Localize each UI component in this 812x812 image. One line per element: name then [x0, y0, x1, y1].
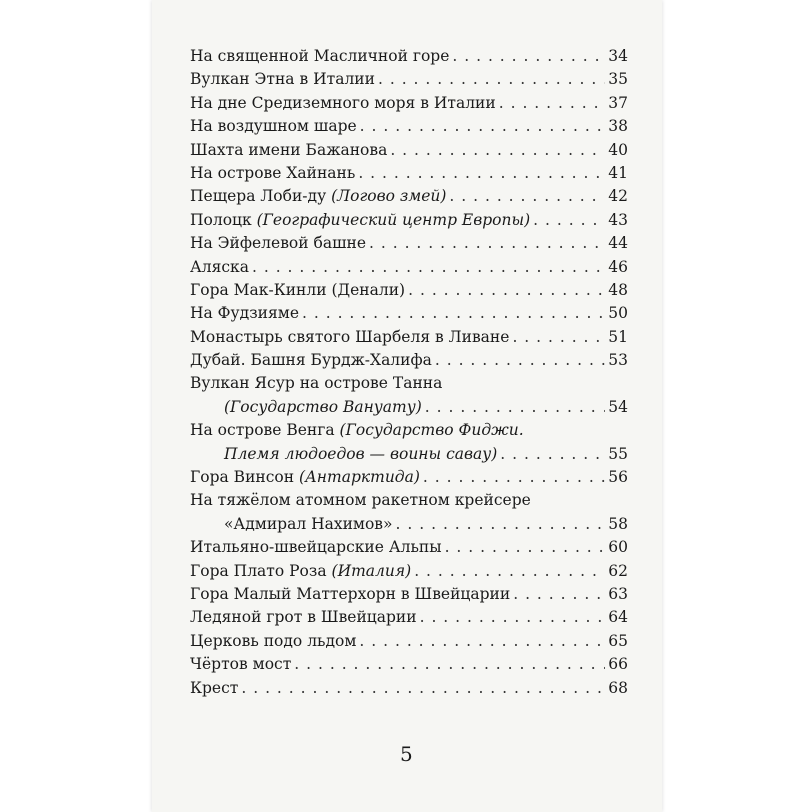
dot-leader	[449, 185, 605, 208]
toc-entry	[190, 115, 628, 138]
toc-line	[190, 115, 628, 138]
toc-entry-title	[224, 443, 497, 466]
toc-title-text: Полоцк	[190, 210, 257, 229]
toc-entry-title	[190, 630, 356, 653]
dot-leader	[452, 45, 605, 68]
toc-line	[190, 209, 628, 232]
toc-line	[190, 630, 628, 653]
toc-entry-title	[190, 139, 387, 162]
toc-entry	[190, 536, 628, 559]
toc-title-text: Гора Плато Роза	[190, 561, 332, 580]
toc-entry-title	[190, 372, 442, 395]
toc-line	[190, 162, 628, 185]
toc-entry-title	[190, 92, 496, 115]
dot-leader	[358, 162, 605, 185]
toc-entry-title	[190, 185, 446, 208]
toc-entry-title	[190, 560, 411, 583]
toc-title-text: На дне Средиземного моря в Италии	[190, 93, 496, 112]
toc-entry	[190, 232, 628, 255]
toc-page-number: 65	[608, 631, 628, 650]
toc-title-italic: (Государство Фиджи.	[339, 421, 524, 440]
dot-leader	[420, 606, 605, 629]
toc-page-number: 38	[608, 117, 628, 136]
toc-entry-title	[190, 349, 432, 372]
toc-page-number: 40	[608, 140, 628, 159]
dot-leader	[390, 139, 605, 162]
dot-leader	[378, 68, 605, 91]
toc-title-italic: (Географический центр Европы)	[256, 210, 531, 229]
toc-title-text: Вулкан Ясур на острове Танна	[190, 374, 443, 393]
toc-page-number: 56	[608, 468, 628, 487]
dot-leader	[360, 115, 605, 138]
dot-leader	[241, 677, 605, 700]
toc-title-text: На священной Масличной горе	[190, 47, 450, 65]
toc-title-text: На Эйфелевой башне	[190, 234, 367, 253]
toc-entry-title	[190, 536, 442, 559]
toc-entry	[190, 139, 628, 162]
dot-leader	[499, 92, 605, 115]
toc-entry-title	[224, 396, 422, 419]
toc-page-number: 41	[608, 163, 628, 182]
toc-title-italic: (Государство Вануату)	[224, 397, 422, 416]
toc-line	[190, 349, 628, 372]
dot-leader	[513, 583, 605, 606]
dot-leader	[500, 443, 605, 466]
toc-entry-title	[190, 115, 357, 138]
toc-page-number: 44	[608, 234, 628, 253]
toc-title-italic: Племя людоедов — воины савау)	[224, 444, 498, 463]
toc-title-text: Церковь подо льдом	[190, 631, 357, 650]
dot-leader	[252, 256, 605, 279]
toc-entry-title	[190, 489, 531, 512]
toc-title-text: Ледяной грот в Швейцарии	[190, 608, 417, 627]
toc-line	[190, 653, 628, 676]
toc-page-number: 42	[608, 187, 628, 206]
toc-page-number: 46	[608, 257, 628, 276]
toc-entry	[190, 349, 628, 372]
toc-entry-title	[190, 606, 417, 629]
toc-line	[190, 536, 628, 559]
toc-line	[190, 139, 628, 162]
toc-title-italic: (Антарктида)	[299, 468, 420, 487]
table-of-contents	[190, 45, 628, 700]
toc-page-number: 64	[608, 608, 628, 627]
toc-line	[190, 466, 628, 489]
toc-entry-title	[190, 232, 366, 255]
toc-entry-title	[190, 256, 249, 279]
toc-title-text: На тяжёлом атомном ракетном крейсере	[190, 491, 531, 510]
dot-leader	[423, 466, 605, 489]
toc-line	[190, 560, 628, 583]
toc-entry	[190, 185, 628, 208]
dot-leader	[414, 560, 605, 583]
toc-line	[190, 256, 628, 279]
toc-entry	[190, 606, 628, 629]
toc-line	[190, 185, 628, 208]
toc-page-number: 35	[608, 70, 628, 89]
dot-leader	[302, 302, 605, 325]
toc-line	[190, 583, 628, 606]
toc-entry	[190, 419, 628, 466]
toc-entry	[190, 560, 628, 583]
dot-leader	[533, 209, 605, 232]
toc-title-italic: (Италия)	[331, 561, 412, 580]
toc-title-text: Пещера Лоби-ду	[190, 187, 332, 206]
toc-entry-title	[224, 513, 393, 536]
toc-line	[190, 677, 628, 700]
toc-title-text: Гора Малый Маттерхорн в Швейцарии	[190, 584, 511, 603]
toc-entry	[190, 372, 628, 419]
toc-entry	[190, 466, 628, 489]
toc-title-text: На Фудзияме	[190, 304, 300, 323]
toc-title-text: На острове Венга	[190, 421, 340, 440]
toc-entry-title	[190, 68, 375, 91]
toc-title-text: Дубай. Башня Бурдж-Халифа	[190, 351, 432, 370]
toc-line	[190, 68, 628, 91]
toc-page-number: 34	[608, 47, 628, 65]
toc-line	[190, 443, 628, 466]
toc-entry-title	[190, 653, 291, 676]
dot-leader	[294, 653, 605, 676]
toc-entry	[190, 209, 628, 232]
toc-page-number: 54	[608, 397, 628, 416]
toc-page-number: 60	[608, 538, 628, 557]
toc-page-number: 66	[608, 655, 628, 674]
toc-line	[190, 279, 628, 302]
dot-leader	[435, 349, 605, 372]
toc-entry	[190, 279, 628, 302]
toc-entry-title	[190, 209, 530, 232]
dot-leader	[408, 279, 605, 302]
toc-title-text: Чёртов мост	[190, 655, 292, 674]
page-number: 5	[400, 742, 413, 766]
toc-page-number: 62	[608, 561, 628, 580]
dot-leader	[369, 232, 605, 255]
toc-title-text: Вулкан Этна в Италии	[190, 70, 375, 89]
toc-page-number: 37	[608, 93, 628, 112]
toc-page-number: 48	[608, 280, 628, 299]
toc-page-number: 68	[608, 678, 628, 697]
toc-entry-title	[190, 583, 510, 606]
toc-entry	[190, 326, 628, 349]
toc-line	[190, 92, 628, 115]
toc-title-text: Гора Мак-Кинли (Денали)	[190, 280, 406, 299]
toc-line	[190, 396, 628, 419]
toc-entry	[190, 162, 628, 185]
toc-line	[190, 606, 628, 629]
dot-leader	[396, 513, 605, 536]
toc-entry-title	[190, 326, 509, 349]
dot-leader	[512, 326, 605, 349]
toc-title-text: Аляска	[190, 257, 249, 276]
toc-entry	[190, 677, 628, 700]
toc-page-number: 63	[608, 584, 628, 603]
toc-page-number: 55	[608, 444, 628, 463]
toc-line	[190, 372, 628, 395]
toc-line	[190, 513, 628, 536]
toc-title-text: На острове Хайнань	[190, 163, 356, 182]
toc-entry-title	[190, 419, 524, 442]
toc-title-text: Гора Винсон	[190, 468, 300, 487]
toc-page-number: 51	[608, 327, 628, 346]
dot-leader	[445, 536, 605, 559]
toc-entry-title	[190, 279, 405, 302]
toc-title-italic: (Логово змей)	[331, 187, 447, 206]
toc-title-text: Шахта имени Бажанова	[190, 140, 388, 159]
dot-leader	[359, 630, 605, 653]
toc-page-number: 50	[608, 304, 628, 323]
toc-entry	[190, 630, 628, 653]
toc-entry	[190, 583, 628, 606]
toc-entry-title	[190, 45, 449, 68]
toc-line	[190, 419, 628, 442]
toc-entry	[190, 92, 628, 115]
toc-entry-title	[190, 302, 299, 325]
toc-entry-title	[190, 677, 238, 700]
toc-entry	[190, 302, 628, 325]
toc-entry-title	[190, 466, 420, 489]
toc-title-text: Итальяно-швейцарские Альпы	[190, 538, 442, 557]
toc-entry	[190, 653, 628, 676]
toc-page-number: 53	[608, 351, 628, 370]
toc-page-number: 43	[608, 210, 628, 229]
toc-page-number: 58	[608, 514, 628, 533]
toc-line	[190, 489, 628, 512]
toc-title-text: «Адмирал Нахимов»	[224, 514, 393, 533]
toc-line	[190, 302, 628, 325]
toc-entry	[190, 45, 628, 68]
toc-title-text: Крест	[190, 678, 239, 697]
toc-title-text: Монастырь святого Шарбеля в Ливане	[190, 327, 510, 346]
toc-entry	[190, 68, 628, 91]
toc-title-text: На воздушном шаре	[190, 117, 357, 136]
toc-line	[190, 232, 628, 255]
dot-leader	[425, 396, 605, 419]
toc-entry	[190, 256, 628, 279]
toc-entry-title	[190, 162, 355, 185]
toc-line	[190, 326, 628, 349]
toc-line	[190, 45, 628, 68]
toc-entry	[190, 489, 628, 536]
